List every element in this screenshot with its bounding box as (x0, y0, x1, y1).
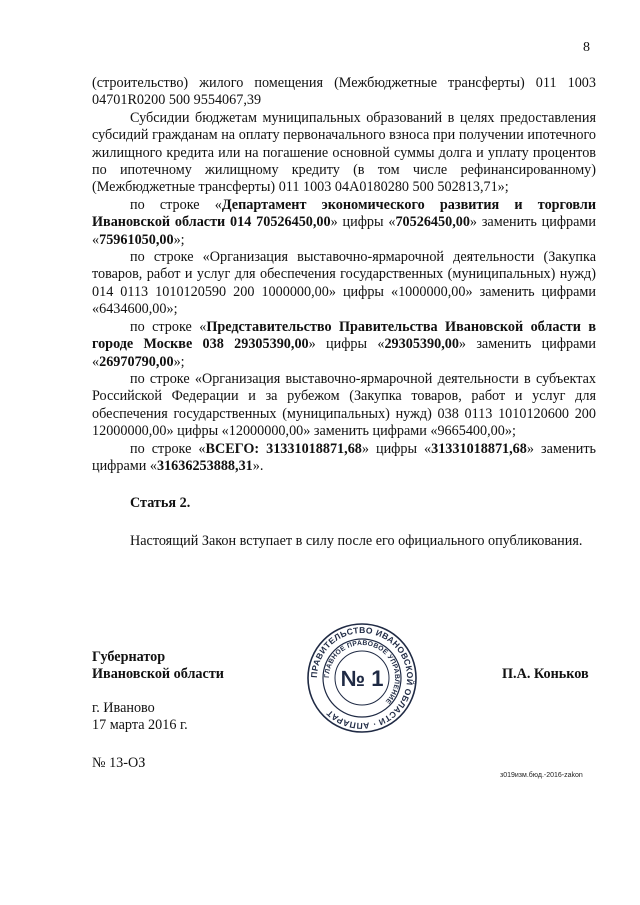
text: » цифры « (308, 336, 385, 353)
text: по строке « (130, 318, 207, 335)
bold-text: 26970790,00 (99, 353, 174, 370)
stamp-outer-text: ПРАВИТЕЛЬСТВО ИВАНОВСКОЙ ОБЛАСТИ · АППАРАТ (308, 624, 416, 732)
paragraph-3 (92, 197, 596, 249)
signature-position-line1: Губернатор (92, 649, 166, 665)
paragraph-6: по строке «Организация выставочно-ярмарочной деятельности в субъектах Российской Федерации и за рубежом (Закупка товаров, работ и услуг для обеспечения государственных (муниципальных) нужд) 038 0113 1010120600 200 12000000,00» цифры «12000000,00» заменить цифрами «9665400,00»; (92, 370, 596, 440)
paragraph-5 (92, 319, 596, 371)
stamp-inner-text: ГЛАВНОЕ ПРАВОВОЕ УПРАВЛЕНИЕ (323, 639, 401, 705)
text: » заменить цифрами « (92, 214, 597, 248)
bold-text: 75961050,00 (99, 231, 174, 248)
article-text: Настоящий Закон вступает в силу после его официального опубликования. (130, 532, 583, 549)
text: ». (252, 457, 264, 474)
text: »; (173, 353, 185, 370)
page-number: 8 (583, 40, 590, 55)
official-stamp (306, 622, 418, 734)
text: »; (173, 231, 185, 248)
place: г. Иваново (92, 700, 155, 716)
bold-text: 70526450,00 (395, 214, 470, 231)
document-body (92, 75, 596, 550)
file-code: з019изм.бюд.-2016-zakon (500, 772, 583, 779)
law-number: № 13-ОЗ (92, 755, 146, 771)
bold-text: ВСЕГО: 31331018871,68 (205, 440, 362, 457)
bold-text: Департамент экономического развития и торговли Ивановской области 014 70526450,00 (92, 196, 596, 231)
signature-position (92, 649, 224, 684)
bold-text: 29305390,00 (384, 336, 459, 353)
date: 17 марта 2016 г. (92, 717, 188, 734)
bold-text: 31636253888,31 (156, 457, 253, 474)
bold-text: Представительство Правительства Ивановской области в городе Москве 038 29305390,00 (92, 318, 596, 353)
paragraph-2: Субсидии бюджетам муниципальных образований в целях предоставления субсидий гражданам на оплату первоначального взноса при получении ипотечного жилищного кредита или на погашение основной суммы долга и уплату процентов по ипотечному жилищному кредиту (в том числе рефинансированному) (Межбюджетные трансферты) 011 1003 04А0180280 500 502813,71»; (92, 109, 596, 196)
paragraph-7 (92, 441, 596, 476)
stamp-center-text: № 1 (340, 666, 384, 691)
place-date (92, 700, 188, 735)
signature-name: П.А. Коньков (502, 666, 589, 682)
text: » цифры « (361, 440, 432, 457)
article-title: Статья 2. (130, 495, 191, 512)
paragraph-1: (строительство) жилого помещения (Межбюджетные трансферты) 011 1003 04701R0200 500 9554067,39 (92, 75, 596, 109)
signature-position-line2: Ивановской области (92, 666, 224, 683)
text: по строке « (130, 440, 206, 457)
paragraph-4: по строке «Организация выставочно-ярмарочной деятельности (Закупка товаров, работ и услуг для обеспечения государственных (муниципальных) нужд) 014 0113 1010120590 200 1000000,00» цифры «1000000,00» заменить цифрами «6434600,00»; (92, 249, 596, 318)
text: по строке « (130, 196, 222, 213)
text: » заменить цифрами « (92, 440, 596, 474)
text: » цифры « (330, 214, 396, 231)
bold-text: 31331018871,68 (431, 440, 527, 457)
text: » заменить цифрами « (92, 336, 596, 370)
